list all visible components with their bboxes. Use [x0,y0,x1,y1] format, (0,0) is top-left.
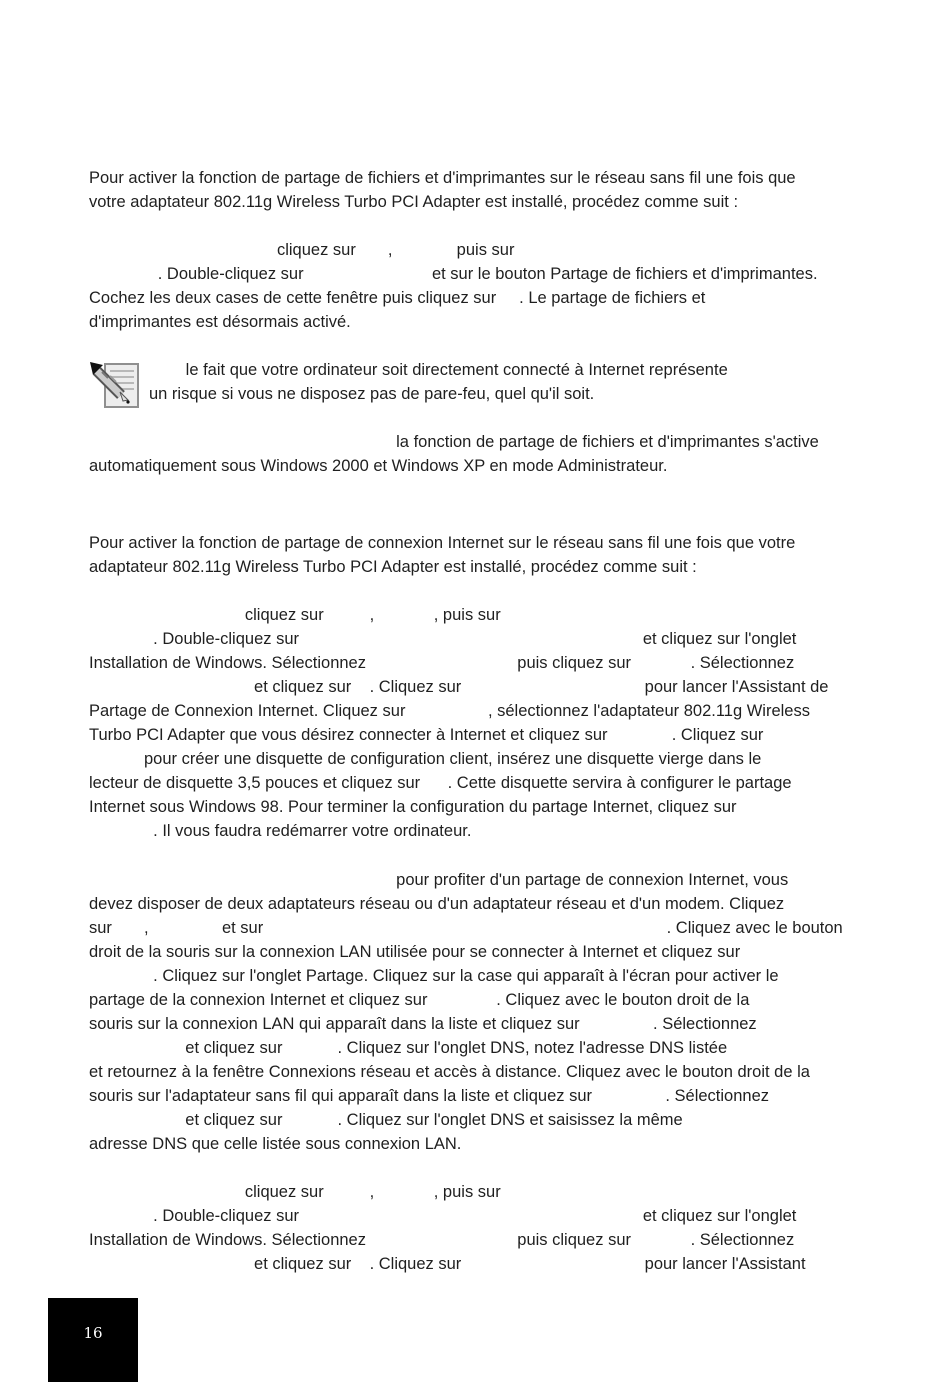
text-line: Internet sous Windows 98. Pour terminer la configuration du partage Internet, cliquez sur [89,798,737,816]
text-line: adresse DNS que celle listée sous connexion LAN. [89,1135,462,1153]
text-line: . Double-cliquez sur et sur le bouton Partage de fichiers et d'imprimantes. [89,265,818,283]
text-line: et cliquez sur . Cliquez sur l'onglet DNS et saisissez la même [89,1111,683,1129]
text-line: . Il vous faudra redémarrer votre ordinateur. [89,822,472,840]
text-line: . Double-cliquez sur et cliquez sur l'onglet [89,630,797,648]
text-line: le fait que votre ordinateur soit directement connecté à Internet représente [149,361,728,379]
text-line: la fonction de partage de fichiers et d'imprimantes s'active [89,433,819,451]
page-number: 16 [83,1324,103,1342]
steps-ics-win98 [89,603,950,843]
text-line: cliquez sur , puis sur [89,241,515,259]
text-line: Partage de Connexion Internet. Cliquez sur , sélectionnez l'adaptateur 802.11g Wireless [89,702,810,720]
text-line: adaptateur 802.11g Wireless Turbo PCI Adapter est installé, procédez comme suit : [89,558,697,576]
text-line: Pour activer la fonction de partage de connexion Internet sur le réseau sans fil une fois que votre [89,534,796,552]
text-line: automatiquement sous Windows 2000 et Windows XP en mode Administrateur. [89,457,668,475]
text-line: et cliquez sur . Cliquez sur pour lancer l'Assistant [89,1255,806,1273]
text-line: devez disposer de deux adaptateurs réseau ou d'un adaptateur réseau et d'un modem. Cliquez [89,895,785,913]
text-line: souris sur l'adaptateur sans fil qui apparaît dans la liste et cliquez sur . Sélectionnez [89,1087,769,1105]
text-line: d'imprimantes est désormais activé. [89,313,351,331]
steps-ics-repeat [89,1180,950,1276]
text-line: sur , et sur . Cliquez avec le bouton [89,919,843,937]
para-intro-ics [89,531,950,579]
note-text [149,358,950,406]
text-line: et cliquez sur . Cliquez sur pour lancer l'Assistant de [89,678,829,696]
text-line: . Cliquez sur l'onglet Partage. Cliquez sur la case qui apparaît à l'écran pour activer le [89,967,779,985]
text-line: votre adaptateur 802.11g Wireless Turbo PCI Adapter est installé, procédez comme suit : [89,193,739,211]
para-ics-win2000 [89,868,950,1156]
para-intro-file-sharing [89,166,950,214]
text-line: souris sur la connexion LAN qui apparaît dans la liste et cliquez sur . Sélectionnez [89,1015,757,1033]
text-line: Installation de Windows. Sélectionnez puis cliquez sur . Sélectionnez [89,654,795,672]
note-pencil-icon [90,362,140,410]
text-line: partage de la connexion Internet et cliquez sur . Cliquez avec le bouton droit de la [89,991,750,1009]
text-line: Cochez les deux cases de cette fenêtre puis cliquez sur . Le partage de fichiers et [89,289,706,307]
text-line: Installation de Windows. Sélectionnez puis cliquez sur . Sélectionnez [89,1231,795,1249]
text-line: Turbo PCI Adapter que vous désirez connecter à Internet et cliquez sur . Cliquez sur [89,726,764,744]
page-number-box [48,1298,138,1382]
note-firewall [89,358,950,406]
steps-file-sharing [89,238,950,334]
text-line: pour profiter d'un partage de connexion Internet, vous [89,871,789,889]
text-line: un risque si vous ne disposez pas de pare-feu, quel qu'il soit. [149,385,595,403]
para-auto-sharing [89,430,950,478]
text-line: cliquez sur , , puis sur [89,1183,501,1201]
text-line: lecteur de disquette 3,5 pouces et cliquez sur . Cette disquette servira à configurer le partage [89,774,792,792]
text-line: . Double-cliquez sur et cliquez sur l'onglet [89,1207,797,1225]
text-line: Pour activer la fonction de partage de fichiers et d'imprimantes sur le réseau sans fil une fois que [89,169,796,187]
text-line: droit de la souris sur la connexion LAN utilisée pour se connecter à Internet et cliquez sur [89,943,741,961]
text-line: et retournez à la fenêtre Connexions réseau et accès à distance. Cliquez avec le bouton droit de la [89,1063,810,1081]
text-line: et cliquez sur . Cliquez sur l'onglet DNS, notez l'adresse DNS listée [89,1039,728,1057]
text-line: cliquez sur , , puis sur [89,606,501,624]
text-line: pour créer une disquette de configuration client, insérez une disquette vierge dans le [89,750,762,768]
